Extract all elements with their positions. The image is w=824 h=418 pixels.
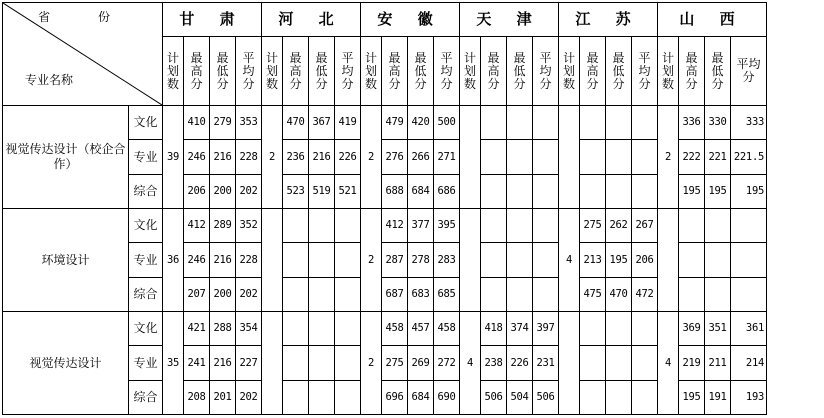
plan-count-cell: 35 — [163, 312, 184, 415]
max-score-cell: 275 — [580, 209, 606, 243]
max-score-cell — [481, 243, 507, 278]
max-score-cell: 208 — [184, 381, 210, 415]
province-gansu: 甘 肃 — [163, 3, 262, 37]
max-score-cell — [580, 381, 606, 415]
max-score-cell — [283, 243, 309, 278]
plan-count-cell — [460, 106, 481, 209]
min-score-cell: 195 — [606, 243, 632, 278]
plan-count-cell: 2 — [361, 209, 382, 312]
max-score-cell — [580, 312, 606, 346]
avg-score-cell: 354 — [236, 312, 262, 346]
plan-count-cell — [658, 209, 679, 312]
min-score-cell — [507, 106, 533, 140]
max-score-cell — [481, 278, 507, 312]
min-score-header — [309, 37, 335, 106]
score-type-label: 综合 — [129, 175, 163, 209]
province-tianjin: 天 津 — [460, 3, 559, 37]
max-score-cell — [481, 175, 507, 209]
min-score-header — [210, 37, 236, 106]
avg-score-cell: 685 — [434, 278, 460, 312]
avg-score-cell — [335, 312, 361, 346]
max-score-cell — [481, 106, 507, 140]
min-score-cell: 216 — [210, 140, 236, 175]
avg-score-header — [632, 37, 658, 106]
min-score-cell — [507, 140, 533, 175]
avg-score-cell — [731, 209, 767, 243]
min-score-cell — [309, 278, 335, 312]
min-score-cell: 269 — [408, 346, 434, 381]
score-type-label: 综合 — [129, 381, 163, 415]
max-score-cell: 195 — [679, 381, 705, 415]
plan-count-cell: 2 — [262, 106, 283, 209]
avg-score-header — [434, 37, 460, 106]
avg-score-cell: 521 — [335, 175, 361, 209]
max-score-header — [481, 37, 507, 106]
plan-count-cell: 36 — [163, 209, 184, 312]
min-score-cell: 330 — [705, 106, 731, 140]
avg-score-label: 平均分 — [539, 50, 552, 91]
avg-score-cell: 228 — [236, 140, 262, 175]
avg-score-cell: 226 — [335, 140, 361, 175]
min-score-label: 最低分 — [414, 50, 427, 91]
province-anhui: 安 徽 — [361, 3, 460, 37]
min-score-cell: 200 — [210, 278, 236, 312]
min-score-label: 最低分 — [711, 50, 724, 91]
major-name: 环境设计 — [3, 209, 129, 312]
avg-score-cell: 500 — [434, 106, 460, 140]
max-score-label: 最高分 — [289, 50, 302, 91]
max-score-cell: 369 — [679, 312, 705, 346]
min-score-cell — [507, 278, 533, 312]
plan-count-cell — [559, 106, 580, 209]
max-score-cell — [580, 346, 606, 381]
score-type-label: 专业 — [129, 140, 163, 175]
avg-score-cell: 231 — [533, 346, 559, 381]
avg-score-header — [533, 37, 559, 106]
min-score-cell — [507, 243, 533, 278]
max-score-header — [283, 37, 309, 106]
max-score-cell: 195 — [679, 175, 705, 209]
avg-score-cell: 206 — [632, 243, 658, 278]
plan-count-label: 计划数 — [463, 50, 476, 91]
max-score-cell — [283, 209, 309, 243]
max-score-label: 最高分 — [190, 50, 203, 91]
max-score-cell — [283, 278, 309, 312]
province-jiangsu: 江 苏 — [559, 3, 658, 37]
plan-count-label: 计划数 — [562, 50, 575, 91]
table-row — [3, 209, 767, 243]
score-type-label: 文化 — [129, 209, 163, 243]
avg-score-cell: 352 — [236, 209, 262, 243]
max-score-label: 最高分 — [388, 50, 401, 91]
min-score-cell: 195 — [705, 175, 731, 209]
avg-score-cell: 506 — [533, 381, 559, 415]
plan-count-cell: 2 — [361, 106, 382, 209]
min-score-cell — [705, 209, 731, 243]
max-score-cell: 246 — [184, 243, 210, 278]
plan-count-label: 计划数 — [166, 50, 179, 91]
max-score-cell: 479 — [382, 106, 408, 140]
min-score-label: 最低分 — [315, 50, 328, 91]
min-score-cell — [309, 346, 335, 381]
max-score-label: 最高分 — [487, 50, 500, 91]
avg-score-label: 平均分 — [440, 50, 453, 91]
max-score-cell: 246 — [184, 140, 210, 175]
min-score-cell: 201 — [210, 381, 236, 415]
min-score-cell — [507, 175, 533, 209]
max-score-cell: 506 — [481, 381, 507, 415]
avg-score-cell: 227 — [236, 346, 262, 381]
avg-score-cell: 195 — [731, 175, 767, 209]
max-score-cell: 238 — [481, 346, 507, 381]
avg-score-cell: 472 — [632, 278, 658, 312]
avg-score-cell: 458 — [434, 312, 460, 346]
max-score-cell: 418 — [481, 312, 507, 346]
max-score-cell — [481, 140, 507, 175]
score-type-label: 文化 — [129, 106, 163, 140]
min-score-cell — [606, 140, 632, 175]
avg-score-cell — [533, 243, 559, 278]
avg-score-cell: 214 — [731, 346, 767, 381]
corner-major-label: 专业名称 — [25, 73, 74, 87]
plan-count-cell — [262, 209, 283, 312]
max-score-cell: 475 — [580, 278, 606, 312]
avg-score-cell — [632, 346, 658, 381]
max-score-cell: 421 — [184, 312, 210, 346]
avg-score-cell: 272 — [434, 346, 460, 381]
plan-count-header — [361, 37, 382, 106]
min-score-cell: 279 — [210, 106, 236, 140]
min-score-cell: 351 — [705, 312, 731, 346]
avg-score-cell: 202 — [236, 381, 262, 415]
admission-score-table — [2, 2, 767, 415]
min-score-cell — [606, 175, 632, 209]
plan-count-label: 计划数 — [265, 50, 278, 91]
avg-score-cell: 221.5 — [731, 140, 767, 175]
max-score-cell — [283, 312, 309, 346]
table-body — [3, 3, 767, 415]
min-score-cell — [606, 381, 632, 415]
max-score-cell: 206 — [184, 175, 210, 209]
max-score-cell: 213 — [580, 243, 606, 278]
min-score-cell: 519 — [309, 175, 335, 209]
max-score-cell: 207 — [184, 278, 210, 312]
avg-score-cell — [533, 175, 559, 209]
max-score-cell: 236 — [283, 140, 309, 175]
min-score-cell: 289 — [210, 209, 236, 243]
min-score-header — [507, 37, 533, 106]
plan-count-cell — [559, 312, 580, 415]
avg-score-cell: 333 — [731, 106, 767, 140]
min-score-cell: 226 — [507, 346, 533, 381]
max-score-cell — [283, 346, 309, 381]
avg-score-cell — [335, 243, 361, 278]
plan-count-header — [559, 37, 580, 106]
max-score-cell: 470 — [283, 106, 309, 140]
avg-score-cell — [533, 140, 559, 175]
max-score-cell — [679, 209, 705, 243]
max-score-cell — [580, 140, 606, 175]
min-score-cell — [606, 106, 632, 140]
avg-score-cell: 361 — [731, 312, 767, 346]
avg-score-cell — [533, 106, 559, 140]
min-score-cell: 221 — [705, 140, 731, 175]
avg-score-cell: 202 — [236, 278, 262, 312]
avg-score-header — [335, 37, 361, 106]
max-score-cell: 458 — [382, 312, 408, 346]
max-score-cell: 276 — [382, 140, 408, 175]
max-score-cell — [580, 175, 606, 209]
min-score-cell — [309, 243, 335, 278]
max-score-cell: 688 — [382, 175, 408, 209]
min-score-cell: 683 — [408, 278, 434, 312]
max-score-cell: 222 — [679, 140, 705, 175]
plan-count-cell: 4 — [559, 209, 580, 312]
max-score-cell — [679, 243, 705, 278]
min-score-cell: 457 — [408, 312, 434, 346]
avg-score-cell — [533, 209, 559, 243]
max-score-cell — [283, 381, 309, 415]
avg-score-cell — [632, 175, 658, 209]
min-score-cell: 420 — [408, 106, 434, 140]
max-score-cell — [481, 209, 507, 243]
min-score-cell: 684 — [408, 175, 434, 209]
min-score-cell: 288 — [210, 312, 236, 346]
min-score-header — [408, 37, 434, 106]
avg-score-label: 平均分 — [341, 50, 354, 91]
avg-score-label: 平均分 — [242, 50, 255, 91]
min-score-cell — [705, 243, 731, 278]
major-name: 视觉传达设计 — [3, 312, 129, 415]
plan-count-header — [163, 37, 184, 106]
min-score-cell: 262 — [606, 209, 632, 243]
max-score-cell: 412 — [184, 209, 210, 243]
min-score-cell — [309, 381, 335, 415]
min-score-cell: 216 — [309, 140, 335, 175]
table-row — [3, 312, 767, 346]
min-score-cell — [309, 312, 335, 346]
min-score-cell — [606, 346, 632, 381]
avg-score-cell — [632, 312, 658, 346]
min-score-cell — [309, 209, 335, 243]
score-type-label: 文化 — [129, 312, 163, 346]
min-score-cell: 211 — [705, 346, 731, 381]
header-row-provinces — [3, 3, 767, 37]
max-score-label: 最高分 — [586, 50, 599, 91]
min-score-cell: 266 — [408, 140, 434, 175]
min-score-cell: 216 — [210, 243, 236, 278]
avg-score-label: 平均分 — [736, 57, 761, 84]
score-type-label: 综合 — [129, 278, 163, 312]
min-score-cell: 278 — [408, 243, 434, 278]
max-score-cell: 219 — [679, 346, 705, 381]
max-score-cell: 275 — [382, 346, 408, 381]
plan-count-cell: 39 — [163, 106, 184, 209]
plan-count-label: 计划数 — [661, 50, 674, 91]
max-score-header — [679, 37, 705, 106]
max-score-cell — [580, 106, 606, 140]
avg-score-cell — [335, 346, 361, 381]
max-score-header — [382, 37, 408, 106]
province-hebei: 河 北 — [262, 3, 361, 37]
avg-score-cell: 193 — [731, 381, 767, 415]
plan-count-cell: 4 — [658, 312, 679, 415]
plan-count-cell — [460, 209, 481, 312]
avg-score-cell: 397 — [533, 312, 559, 346]
max-score-header — [580, 37, 606, 106]
major-name: 视觉传达设计（校企合作） — [3, 106, 129, 209]
max-score-cell — [679, 278, 705, 312]
table-row — [3, 106, 767, 140]
corner-province-label: 省 份 — [38, 10, 132, 24]
plan-count-cell: 2 — [361, 312, 382, 415]
avg-score-cell: 690 — [434, 381, 460, 415]
plan-count-cell: 2 — [658, 106, 679, 209]
max-score-cell: 410 — [184, 106, 210, 140]
avg-score-cell: 271 — [434, 140, 460, 175]
max-score-cell: 523 — [283, 175, 309, 209]
min-score-cell: 684 — [408, 381, 434, 415]
avg-score-cell — [632, 106, 658, 140]
avg-score-cell: 283 — [434, 243, 460, 278]
header-corner-cell — [3, 3, 163, 106]
avg-score-cell — [335, 381, 361, 415]
avg-score-cell — [731, 243, 767, 278]
min-score-cell: 367 — [309, 106, 335, 140]
avg-score-cell: 419 — [335, 106, 361, 140]
max-score-cell: 336 — [679, 106, 705, 140]
avg-score-cell: 395 — [434, 209, 460, 243]
score-type-label: 专业 — [129, 346, 163, 381]
max-score-cell: 412 — [382, 209, 408, 243]
max-score-cell: 687 — [382, 278, 408, 312]
plan-count-header — [262, 37, 283, 106]
min-score-cell: 470 — [606, 278, 632, 312]
province-shanxi: 山 西 — [658, 3, 767, 37]
min-score-label: 最低分 — [612, 50, 625, 91]
score-type-label: 专业 — [129, 243, 163, 278]
min-score-cell: 374 — [507, 312, 533, 346]
avg-score-label: 平均分 — [638, 50, 651, 91]
plan-count-cell: 4 — [460, 312, 481, 415]
max-score-label: 最高分 — [685, 50, 698, 91]
max-score-cell: 241 — [184, 346, 210, 381]
avg-score-header — [236, 37, 262, 106]
avg-score-cell — [533, 278, 559, 312]
plan-count-label: 计划数 — [364, 50, 377, 91]
avg-score-cell: 353 — [236, 106, 262, 140]
avg-score-cell — [335, 278, 361, 312]
max-score-cell: 696 — [382, 381, 408, 415]
min-score-header — [606, 37, 632, 106]
avg-score-cell — [632, 140, 658, 175]
min-score-cell: 504 — [507, 381, 533, 415]
avg-score-cell: 202 — [236, 175, 262, 209]
max-score-cell: 287 — [382, 243, 408, 278]
avg-score-cell: 267 — [632, 209, 658, 243]
min-score-cell: 200 — [210, 175, 236, 209]
avg-score-cell — [335, 209, 361, 243]
plan-count-cell — [262, 312, 283, 415]
avg-score-header — [731, 37, 767, 106]
plan-count-header — [658, 37, 679, 106]
min-score-cell — [606, 312, 632, 346]
min-score-cell — [705, 278, 731, 312]
avg-score-cell: 686 — [434, 175, 460, 209]
avg-score-cell — [731, 278, 767, 312]
avg-score-cell: 228 — [236, 243, 262, 278]
plan-count-header — [460, 37, 481, 106]
avg-score-cell — [632, 381, 658, 415]
min-score-label: 最低分 — [216, 50, 229, 91]
max-score-header — [184, 37, 210, 106]
min-score-cell: 191 — [705, 381, 731, 415]
min-score-label: 最低分 — [513, 50, 526, 91]
min-score-cell: 377 — [408, 209, 434, 243]
min-score-header — [705, 37, 731, 106]
min-score-cell — [507, 209, 533, 243]
min-score-cell: 216 — [210, 346, 236, 381]
